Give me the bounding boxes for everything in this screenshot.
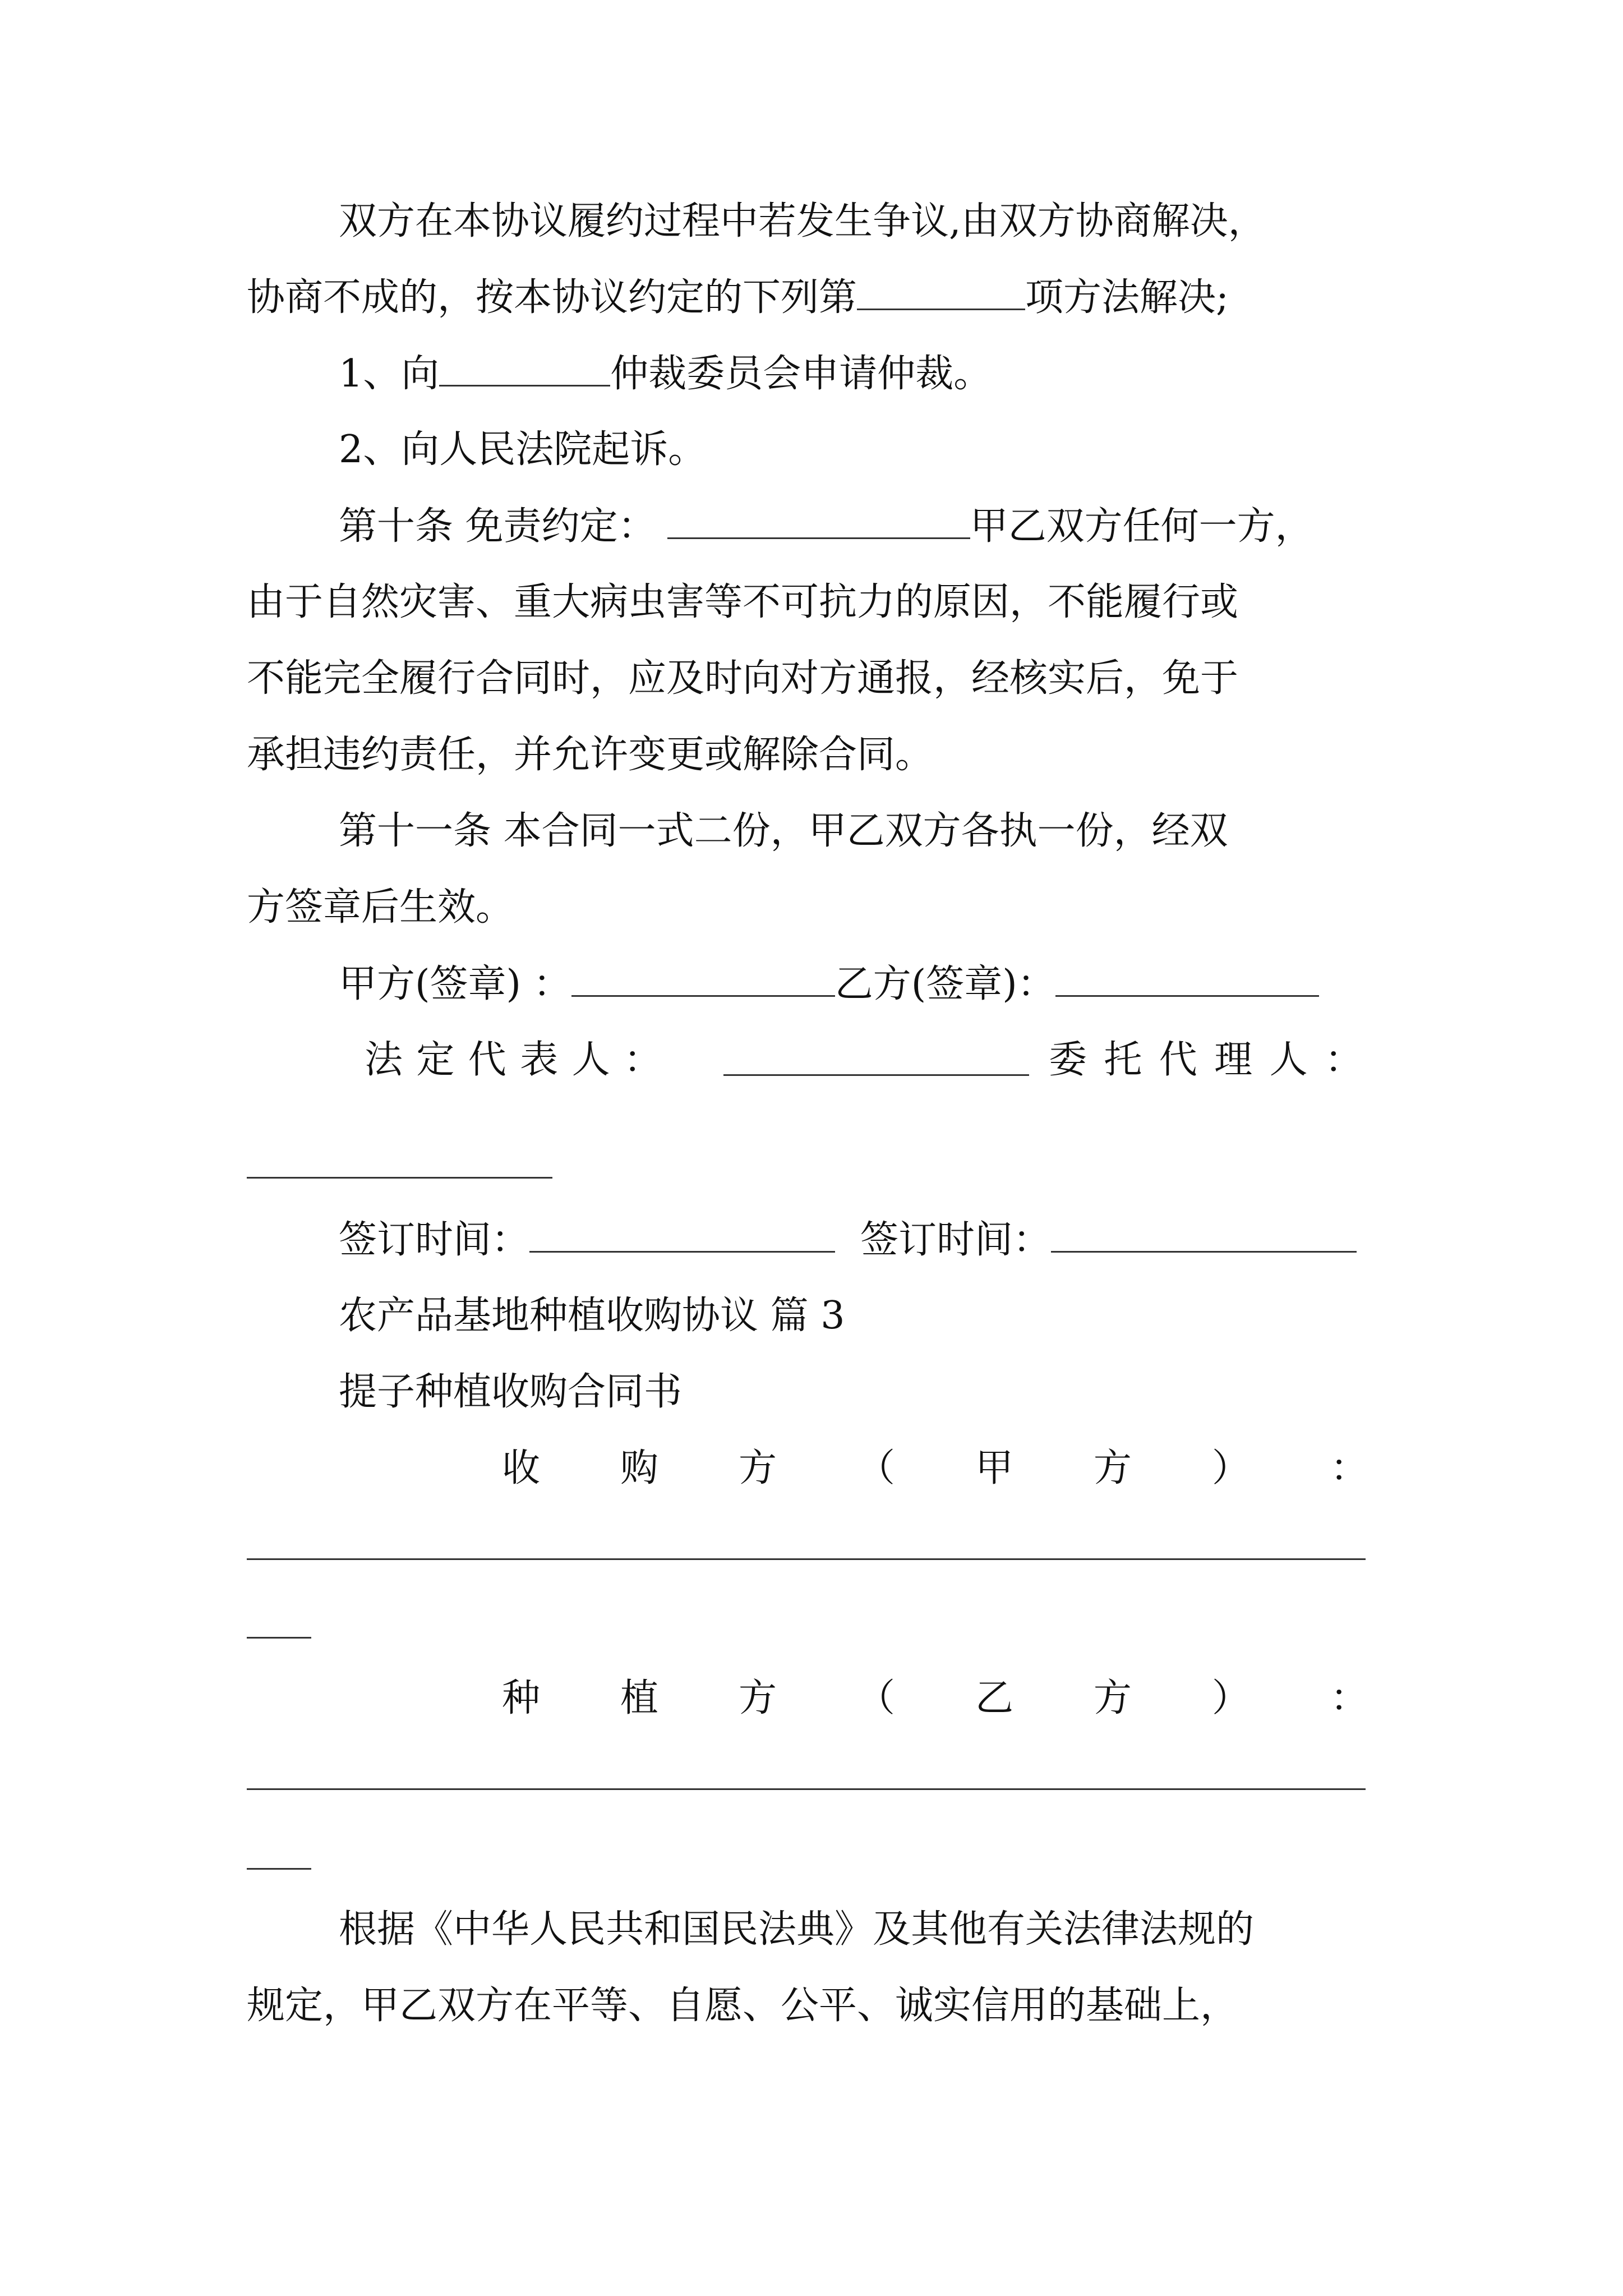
option-court: 2、向人民法院起诉。	[339, 427, 707, 472]
basis-line1: 根据《中华人民共和国民法典》及其他有关法律法规的	[339, 1907, 1255, 1952]
grower-label: 种 植 方 （ 乙 方 ） ：	[502, 1676, 1368, 1720]
agent-label: 委 托 代 理 人 ：	[1049, 1038, 1363, 1082]
buyer-blank-line1	[247, 1558, 1366, 1560]
signing-time-a-blank	[529, 1212, 835, 1253]
article-11-line1: 第十一条 本合同一式二份，甲乙双方各执一份，经双	[339, 809, 1228, 853]
basis-line2: 规定，甲乙双方在平等、自愿、公平、诚实信用的基础上，	[247, 1984, 1239, 2028]
grower-blank-line2	[247, 1868, 311, 1870]
legal-representative-blank	[723, 1074, 1029, 1076]
party-a-signature-blank	[571, 956, 835, 997]
signing-time-line: 签订时间： 签订时间：	[339, 1212, 1357, 1268]
article-10-line2: 由于自然灾害、重大病虫害等不可抗力的原因，不能履行或	[247, 580, 1239, 624]
party-b-signature-blank	[1055, 956, 1319, 997]
grower-blank-line1	[247, 1788, 1366, 1790]
signing-time-b-blank	[1051, 1212, 1357, 1253]
arbitration-committee-blank	[439, 346, 610, 386]
legal-representative-label: 法 定 代 表 人 ：	[365, 1038, 662, 1082]
buyer-blank-line2	[247, 1637, 311, 1639]
contract-title: 提子种植收购合同书	[339, 1370, 683, 1414]
section-title: 农产品基地种植收购协议 篇 3	[339, 1294, 845, 1338]
article-10-line1: 第十条 免责约定： 甲乙双方任何一方，	[339, 498, 1313, 555]
signature-line: 甲方(签章) ： 乙方(签章)：	[339, 956, 1319, 1013]
buyer-label: 收 购 方 （ 甲 方 ） ：	[502, 1446, 1368, 1490]
article-10-line4: 承担违约责任，并允许变更或解除合同。	[247, 733, 934, 777]
agent-blank	[247, 1177, 552, 1179]
paragraph-dispute-line1: 双方在本协议履约过程中若发生争议,由双方协商解决，	[339, 199, 1266, 243]
article-11-line2: 方签章后生效。	[247, 885, 514, 930]
method-number-blank	[857, 269, 1025, 310]
exemption-blank	[667, 498, 970, 539]
option-arbitration: 1、向 仲裁委员会申请仲裁。	[339, 346, 992, 402]
article-10-line3: 不能完全履行合同时，应及时向对方通报，经核实后，免于	[247, 656, 1239, 701]
paragraph-dispute-line2: 协商不成的，按本协议约定的下列第 项方法解决;	[247, 269, 1229, 326]
